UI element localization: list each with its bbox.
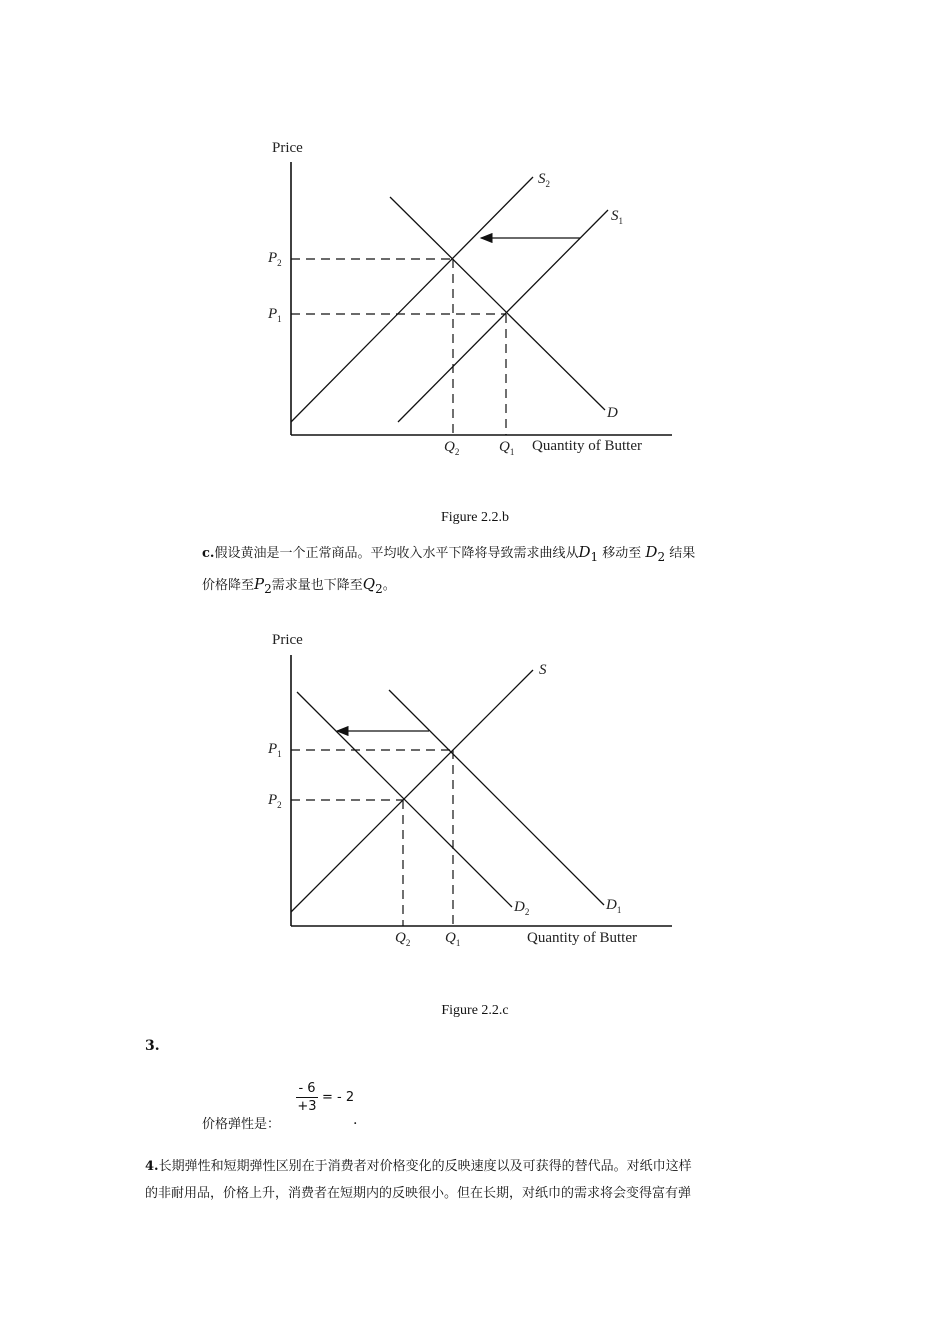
q1-label: $Q_1$ [445, 930, 461, 948]
d-label: D [607, 405, 618, 421]
math-p2: $P_2$ [254, 575, 272, 596]
elasticity-fraction [296, 1080, 318, 1115]
demand-curve-d1 [389, 690, 604, 905]
paragraph-c-line-1 [202, 539, 762, 571]
p1-label: $P_1$ [268, 306, 282, 324]
paragraph-c-text-1: 假设黄油是一个正常商品。平均收入水平下降将导致需求曲线从 [214, 546, 579, 561]
p2-label: $P_2$ [268, 792, 282, 810]
section-4-number: 4. [145, 1159, 159, 1174]
s1-label: $S_1$ [611, 208, 623, 226]
figure-2-2-b [0, 0, 950, 480]
elasticity-trailing-period: . [353, 1112, 358, 1128]
elasticity-label: 价格弹性是： [202, 1117, 281, 1132]
math-d2: $D_2$ [645, 543, 666, 564]
s-label: S [539, 662, 547, 678]
demand-curve-d [390, 197, 605, 410]
q1-label: $Q_1$ [499, 439, 515, 457]
supply-curve-s2 [291, 177, 533, 422]
fraction-result: = - 2 [322, 1090, 355, 1105]
d1-label: $D_1$ [606, 897, 622, 915]
section-3-number: 3. [145, 1038, 160, 1054]
p2-label: $P_2$ [268, 250, 282, 268]
p1-label: $P_1$ [268, 741, 282, 759]
item-label-c: c. [202, 546, 215, 561]
paragraph-c-text-3: 结果 [665, 546, 696, 561]
section-4-line-2: 的非耐用品，价格上升，消费者在短期内的反映很小。但在长期，对纸巾的需求将会变得富有弹 [145, 1186, 692, 1201]
x-axis-label: Quantity of Butter [532, 438, 642, 454]
y-axis-label: Price [272, 140, 303, 156]
paragraph-c-text-5: 需求量也下降至 [271, 578, 363, 593]
x-axis-label: Quantity of Butter [527, 930, 637, 946]
q2-label: $Q_2$ [395, 930, 411, 948]
paragraph-c-text-2: 移动至 [598, 546, 646, 561]
fraction-denominator: +3 [297, 1099, 317, 1114]
math-d1: $D_1$ [578, 543, 599, 564]
paragraph-c-text-4: 价格降至 [202, 578, 255, 593]
s2-label: $S_2$ [538, 171, 550, 189]
math-q2: $Q_2$ [362, 575, 383, 596]
paragraph-c-line-2 [202, 571, 762, 603]
q2-label: $Q_2$ [444, 439, 460, 457]
y-axis-label: Price [272, 632, 303, 648]
section-4 [145, 1153, 785, 1207]
section-4-text-1: 长期弹性和短期弹性区别在于消费者对价格变化的反映速度以及可获得的替代品。对纸巾这样 [158, 1159, 692, 1174]
section-4-line-1 [145, 1153, 785, 1180]
figure-2-2-c [0, 620, 950, 960]
d2-label: $D_2$ [514, 899, 530, 917]
figure-caption-c: Figure 2.2.c [441, 1003, 509, 1018]
paragraph-c [202, 539, 762, 603]
fraction-numerator: - 6 [298, 1081, 316, 1096]
paragraph-c-text-6: 。 [382, 578, 396, 593]
figure-caption-b: Figure 2.2.b [440, 510, 510, 525]
supply-curve-s1 [398, 210, 608, 422]
supply-curve-s [291, 670, 533, 912]
